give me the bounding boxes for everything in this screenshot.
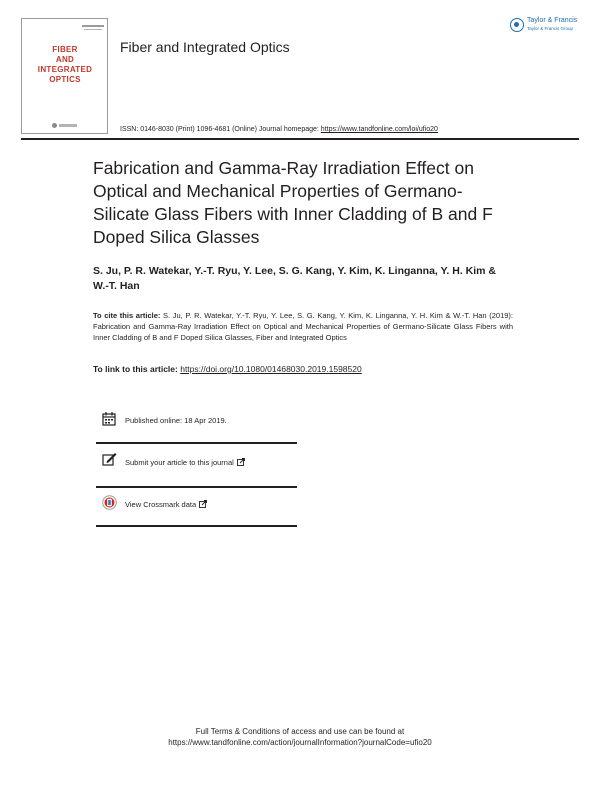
- article-authors: S. Ju, P. R. Watekar, Y.-T. Ryu, Y. Lee, S. G. Kang, Y. Kim, K. Linganna, Y. H. Kim & W.-T. Han: [93, 265, 497, 292]
- taylor-francis-logo: [510, 16, 586, 36]
- row-divider-2: [96, 486, 297, 488]
- crossmark-row[interactable]: [96, 490, 297, 524]
- external-link-icon: [199, 500, 207, 508]
- cover-title-line-4: OPTICS: [49, 75, 81, 84]
- citation-text: S. Ju, P. R. Watekar, Y.-T. Ryu, Y. Lee, S. G. Kang, Y. Kim, K. Linganna, Y. H. Kim & W.-T. Han (2019): Fabrication and Gamma-Ray Irradiation Effect on Optical and Mechanical Properties of Germano-Silicate Glass Fibers with Inner Cladding of B and F Doped Silica Glasses, Fiber and Integrated Optics: [93, 311, 513, 342]
- row-divider-1: [96, 442, 297, 444]
- citation-block: [93, 310, 513, 343]
- published-online-row: [96, 406, 297, 440]
- publisher-group: Taylor & Francis Group: [527, 26, 574, 31]
- publisher-name: Taylor & Francis: [527, 17, 578, 24]
- cover-title-line-2: AND: [55, 55, 75, 64]
- header-divider: [21, 138, 579, 140]
- journal-cover-thumbnail: [21, 18, 108, 134]
- journal-homepage-link[interactable]: https://www.tandfonline.com/loi/ufio20: [320, 126, 438, 133]
- submit-article-text: Submit your article to this journal: [125, 458, 234, 467]
- footer-terms-text: Full Terms & Conditions of access and use can be found at: [195, 727, 405, 736]
- submit-article-link[interactable]: [125, 458, 245, 467]
- cover-header-line-2: [84, 29, 102, 30]
- published-online-text: Published online: 18 Apr 2019.: [125, 416, 227, 425]
- issn-line: [120, 126, 438, 133]
- crossmark-icon: [102, 495, 117, 510]
- cover-header-line: [82, 25, 104, 27]
- footer-journal-info-link[interactable]: https://www.tandfonline.com/action/journalInformation?journalCode=ufio20: [168, 738, 432, 747]
- article-title: Fabrication and Gamma-Ray Irradiation Effect on Optical and Mechanical Properties of Germano-Silicate Glass Fibers with Inner Cladding of B and F Doped Silica Glasses: [93, 158, 493, 247]
- publisher-logo-icon: [510, 18, 524, 32]
- crossmark-link[interactable]: [125, 500, 207, 509]
- external-link-icon: [237, 458, 245, 466]
- journal-title: Fiber and Integrated Optics: [120, 39, 290, 55]
- crossmark-text: View Crossmark data: [125, 500, 197, 509]
- cover-title-line-3: INTEGRATED: [37, 65, 93, 74]
- article-link-line: [93, 364, 362, 374]
- issn-text: ISSN: 0146-8030 (Print) 1096-4681 (Online) Journal homepage:: [120, 126, 321, 133]
- cover-title: [22, 45, 108, 85]
- submit-article-row[interactable]: [96, 447, 297, 481]
- doi-link[interactable]: https://doi.org/10.1080/01468030.2019.1598520: [180, 364, 362, 374]
- citation-label: To cite this article:: [93, 311, 161, 320]
- cover-publisher-logo: [52, 123, 78, 128]
- edit-document-icon: [102, 452, 117, 466]
- article-link-label: To link to this article:: [93, 364, 181, 374]
- calendar-icon: [102, 411, 116, 426]
- cover-title-line-1: FIBER: [52, 45, 78, 54]
- row-divider-3: [96, 525, 297, 527]
- footer: [0, 726, 600, 748]
